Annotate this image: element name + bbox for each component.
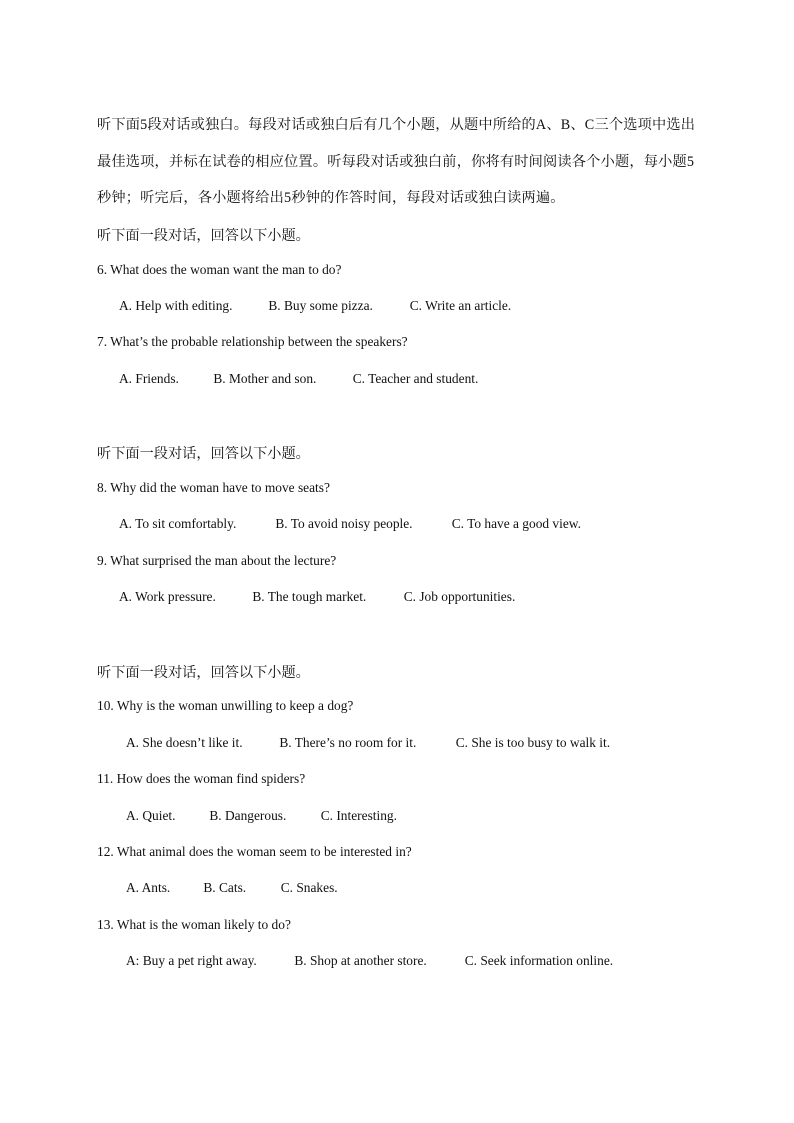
section-heading: 听下面一段对话，回答以下小题。 <box>97 228 310 244</box>
option-c: C. To have a good view. <box>451 516 581 531</box>
question-stem: 6. What does the woman want the man to do? <box>97 262 342 277</box>
option-a: A: Buy a pet right away. <box>126 953 257 968</box>
question-stem: 11. How does the woman find spiders? <box>97 771 306 786</box>
section-heading: 听下面一段对话，回答以下小题。 <box>97 446 310 462</box>
question-stem: 9. What surprised the man about the lecture? <box>97 553 337 568</box>
option-a: A. Quiet. <box>126 808 176 823</box>
section-instructions: 听下面5段对话或独白。每段对话或独白后有几个小题，从题中所给的A、B、C三个选项中选出最佳选项，并标在试卷的相应位置。听每段对话或独白前，你将有时间阅读各个小题，每小题5秒钟；听完后，各小题将给出5秒钟的作答时间，每段对话或独白读两遍。 <box>97 117 696 206</box>
option-b: B. Shop at another store. <box>294 953 427 968</box>
question-stem: 7. What’s the probable relationship between the speakers? <box>97 334 408 349</box>
option-c: C. Seek information online. <box>464 953 614 968</box>
option-c: C. Interesting. <box>320 808 397 823</box>
option-b: B. The tough market. <box>252 589 367 604</box>
option-a: A. Ants. <box>126 880 171 895</box>
option-a: A. Help with editing. <box>119 298 233 313</box>
option-c: C. She is too busy to walk it. <box>455 735 611 750</box>
question-options <box>119 589 515 605</box>
option-b: B. There’s no room for it. <box>279 735 417 750</box>
question-stem: 8. Why did the woman have to move seats? <box>97 480 330 495</box>
question-stem: 12. What animal does the woman seem to be interested in? <box>97 844 412 859</box>
option-b: B. Buy some pizza. <box>268 298 373 313</box>
option-a: A. To sit comfortably. <box>119 516 237 531</box>
option-a: A. She doesn’t like it. <box>126 735 243 750</box>
question-options <box>119 298 511 314</box>
option-c: C. Teacher and student. <box>352 371 479 386</box>
question-stem: 13. What is the woman likely to do? <box>97 917 291 932</box>
option-b: B. To avoid noisy people. <box>275 516 413 531</box>
section-heading: 听下面一段对话，回答以下小题。 <box>97 665 310 681</box>
question-options <box>126 880 338 896</box>
option-a: A. Friends. <box>119 371 179 386</box>
option-b: B. Cats. <box>203 880 247 895</box>
option-c: C. Write an article. <box>409 298 512 313</box>
option-b: B. Dangerous. <box>209 808 287 823</box>
option-c: C. Job opportunities. <box>403 589 516 604</box>
option-a: A. Work pressure. <box>119 589 216 604</box>
option-c: C. Snakes. <box>280 880 338 895</box>
question-options <box>126 953 613 969</box>
question-options <box>119 516 581 532</box>
question-options <box>126 808 397 824</box>
option-b: B. Mother and son. <box>213 371 317 386</box>
question-options <box>126 735 610 751</box>
question-stem: 10. Why is the woman unwilling to keep a dog? <box>97 698 354 713</box>
question-options <box>119 371 478 387</box>
